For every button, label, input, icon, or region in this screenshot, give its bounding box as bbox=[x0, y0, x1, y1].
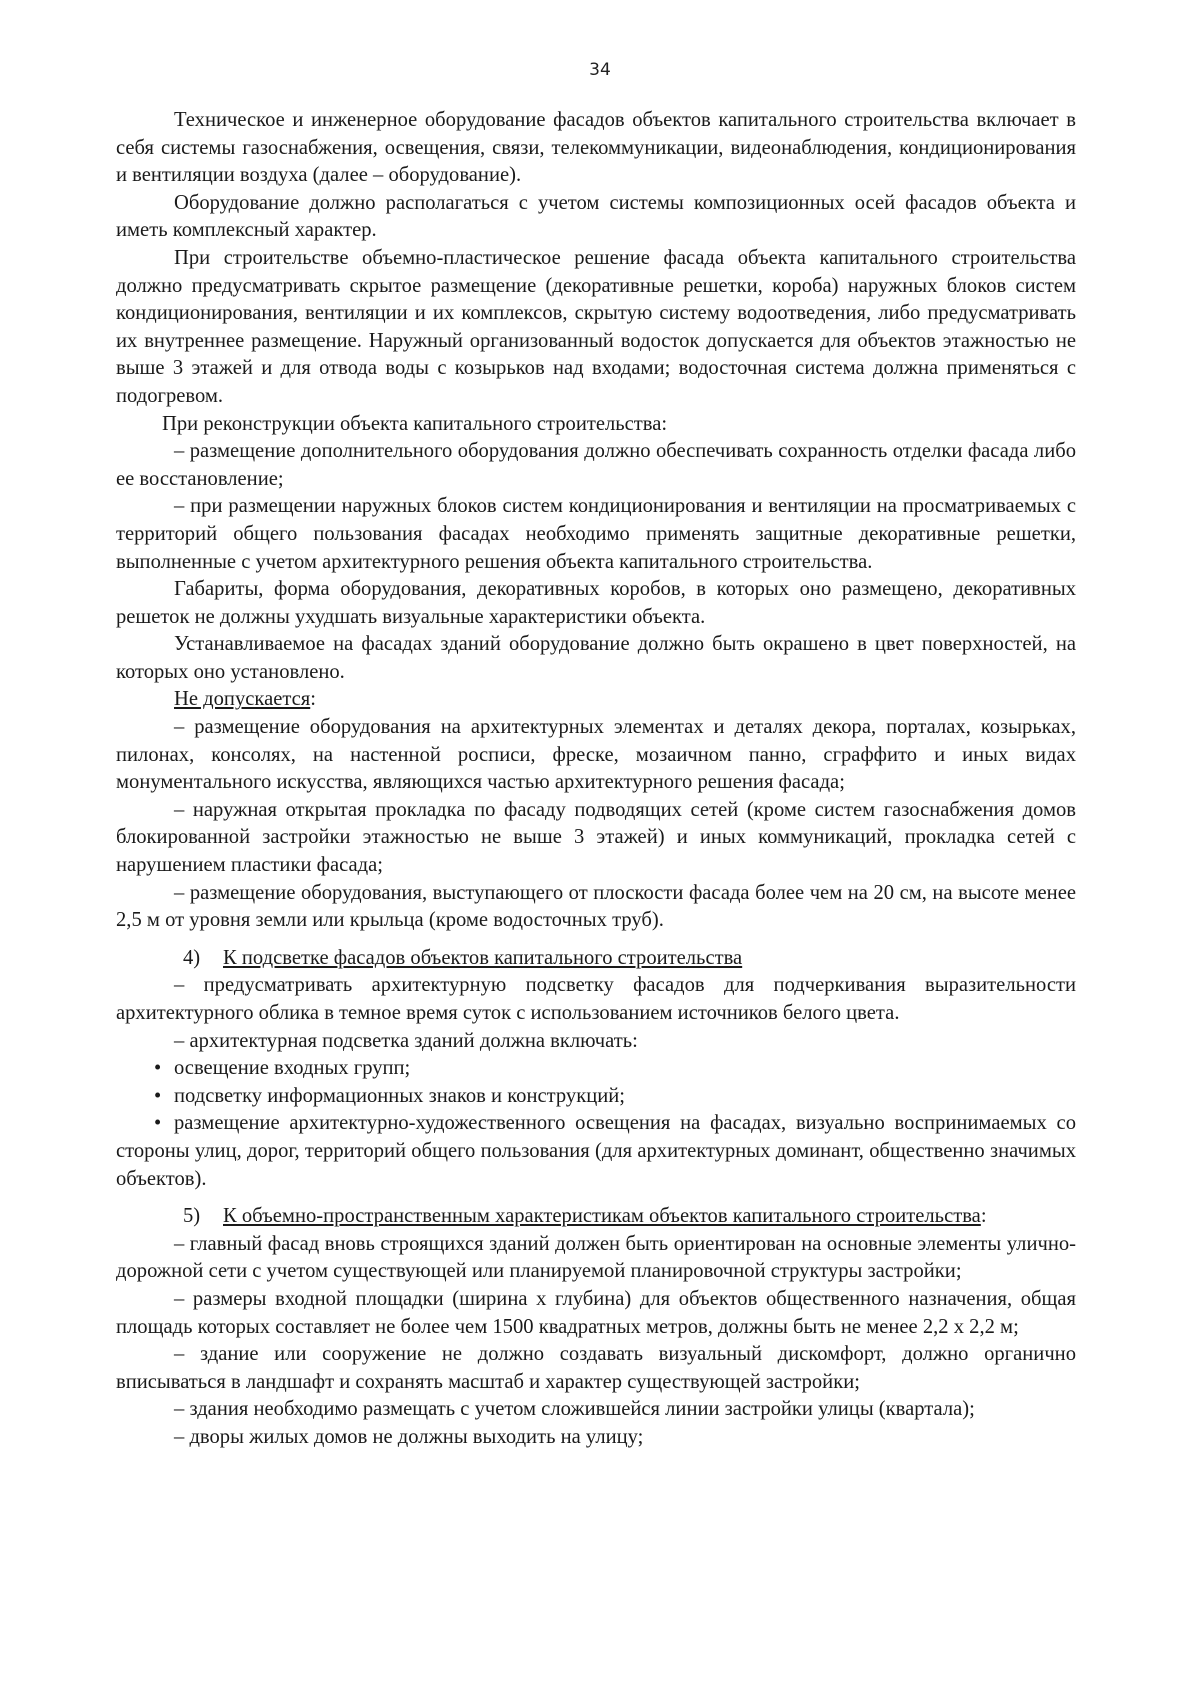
bullet-icon: • bbox=[154, 1057, 162, 1080]
bullet-item bbox=[116, 1083, 1076, 1111]
list-item: – размеры входной площадки (ширина х глубина) для объектов общественного назначения, общая площадь которых составляет не более чем 1500 квадратных метров, должны быть не менее 2,2 х 2,2 м; bbox=[116, 1287, 1076, 1338]
paragraph-color: Устанавливаемое на фасадах зданий оборудование должно быть окрашено в цвет поверхностей, на которых оно установлено. bbox=[116, 633, 1076, 683]
list-item: – архитектурная подсветка зданий должна включать: bbox=[174, 1029, 638, 1052]
list-item: – дворы жилых домов не должны выходить на улицу; bbox=[174, 1425, 644, 1448]
section-4-heading bbox=[116, 945, 1076, 973]
paragraph-construction-requirements: При строительстве объемно-пластическое решение фасада объекта капитального строительства должно предусматривать скрытое размещение (декоративные решетки, короба) наружных блоков систем кондиционирования, вентиляции и их комплексов, скрытую систему водоотведения, либо предусматривать их внутреннее размещение. Наружный организованный водосток допускается для объектов этажностью не выше 3 этажей и для отвода воды с козырьков над входами; водосточная система должна применяться с подогревом. bbox=[116, 246, 1076, 407]
section-5-heading bbox=[116, 1203, 1076, 1231]
paragraph-equipment-placement: Оборудование должно располагаться с учетом системы композиционных осей фасадов объекта и иметь комплексный характер. bbox=[116, 191, 1076, 242]
list-item: – наружная открытая прокладка по фасаду подводящих сетей (кроме систем газоснабжения домов блокированной застройки этажностью не выше 3 этажей) и иных коммуникаций, прокладка сетей с нарушением пластики фасада; bbox=[116, 798, 1076, 877]
section-title: К объемно-пространственным характеристикам объектов капитального строительства bbox=[223, 1205, 981, 1228]
list-item: – размещение оборудования, выступающего от плоскости фасада более чем на 20 см, на высоте менее 2,5 м от уровня земли или крыльца (кроме водосточных труб). bbox=[116, 881, 1076, 932]
list-item: – главный фасад вновь строящихся зданий должен быть ориентирован на основные элементы улично-дорожной сети с учетом существующей или планируемой планировочной структуры застройки; bbox=[116, 1232, 1076, 1283]
list-item: – здание или сооружение не должно создавать визуальный дискомфорт, должно органично вписываться в ландшафт и сохранять масштаб и характер существующей застройки; bbox=[116, 1343, 1076, 1393]
colon: : bbox=[980, 1205, 987, 1228]
paragraph-reconstruction-intro: При реконструкции объекта капитального строительства: bbox=[162, 412, 668, 435]
list-item: – при размещении наружных блоков систем кондиционирования и вентиляции на просматриваемых с территорий общего пользования фасадах необходимо применять защитные декоративные решетки, выполненные с учетом архитектурного решения объекта капитального строительства. bbox=[116, 495, 1076, 573]
section-number: 5) bbox=[183, 1205, 201, 1228]
bullet-item bbox=[116, 1110, 1076, 1193]
list-item: – размещение дополнительного оборудования должно обеспечивать сохранность отделки фасада либо ее восстановление; bbox=[116, 440, 1076, 490]
paragraph-equipment-definition: Техническое и инженерное оборудование фасадов объектов капитального строительства включает в себя системы газоснабжения, освещения, связи, телекоммуникации, видеонаблюдения, кондиционирования и вентиляции воздуха (далее – оборудование). bbox=[116, 109, 1076, 187]
paragraph-dimensions: Габариты, форма оборудования, декоративных коробов, в которых оно размещено, декоративных решеток не должны ухудшать визуальные характеристики объекта. bbox=[116, 578, 1076, 628]
not-allowed-heading bbox=[116, 686, 1076, 714]
bullet-text: освещение входных групп; bbox=[174, 1057, 411, 1080]
section-title: К подсветке фасадов объектов капитального строительства bbox=[223, 946, 743, 969]
list-item: – здания необходимо размещать с учетом сложившейся линии застройки улицы (квартала); bbox=[174, 1398, 975, 1421]
document-body bbox=[116, 107, 1076, 1452]
list-item: – предусматривать архитектурную подсветку фасадов для подчеркивания выразительности архитектурного облика в темное время суток с использованием источников белого цвета. bbox=[116, 974, 1076, 1024]
list-item: – размещение оборудования на архитектурных элементах и деталях декора, порталах, козырьках, пилонах, консолях, на настенной росписи, фреске, мозаичном панно, сграффито и иных видах монументального искусства, являющихся частью архитектурного решения фасада; bbox=[116, 716, 1076, 794]
bullet-text: размещение архитектурно-художественного освещения на фасадах, визуально воспринимаемых со стороны улиц, дорог, территорий общего пользования (для архитектурных доминант, общественно значимых объектов). bbox=[116, 1112, 1076, 1190]
page-number: 34 bbox=[589, 60, 611, 80]
colon: : bbox=[310, 688, 316, 711]
section-number: 4) bbox=[183, 946, 201, 969]
bullet-item bbox=[116, 1055, 1076, 1083]
not-allowed-label: Не допускается bbox=[174, 688, 311, 711]
bullet-text: подсветку информационных знаков и конструкций; bbox=[174, 1084, 625, 1107]
bullet-icon: • bbox=[154, 1112, 162, 1135]
bullet-icon: • bbox=[154, 1084, 162, 1107]
